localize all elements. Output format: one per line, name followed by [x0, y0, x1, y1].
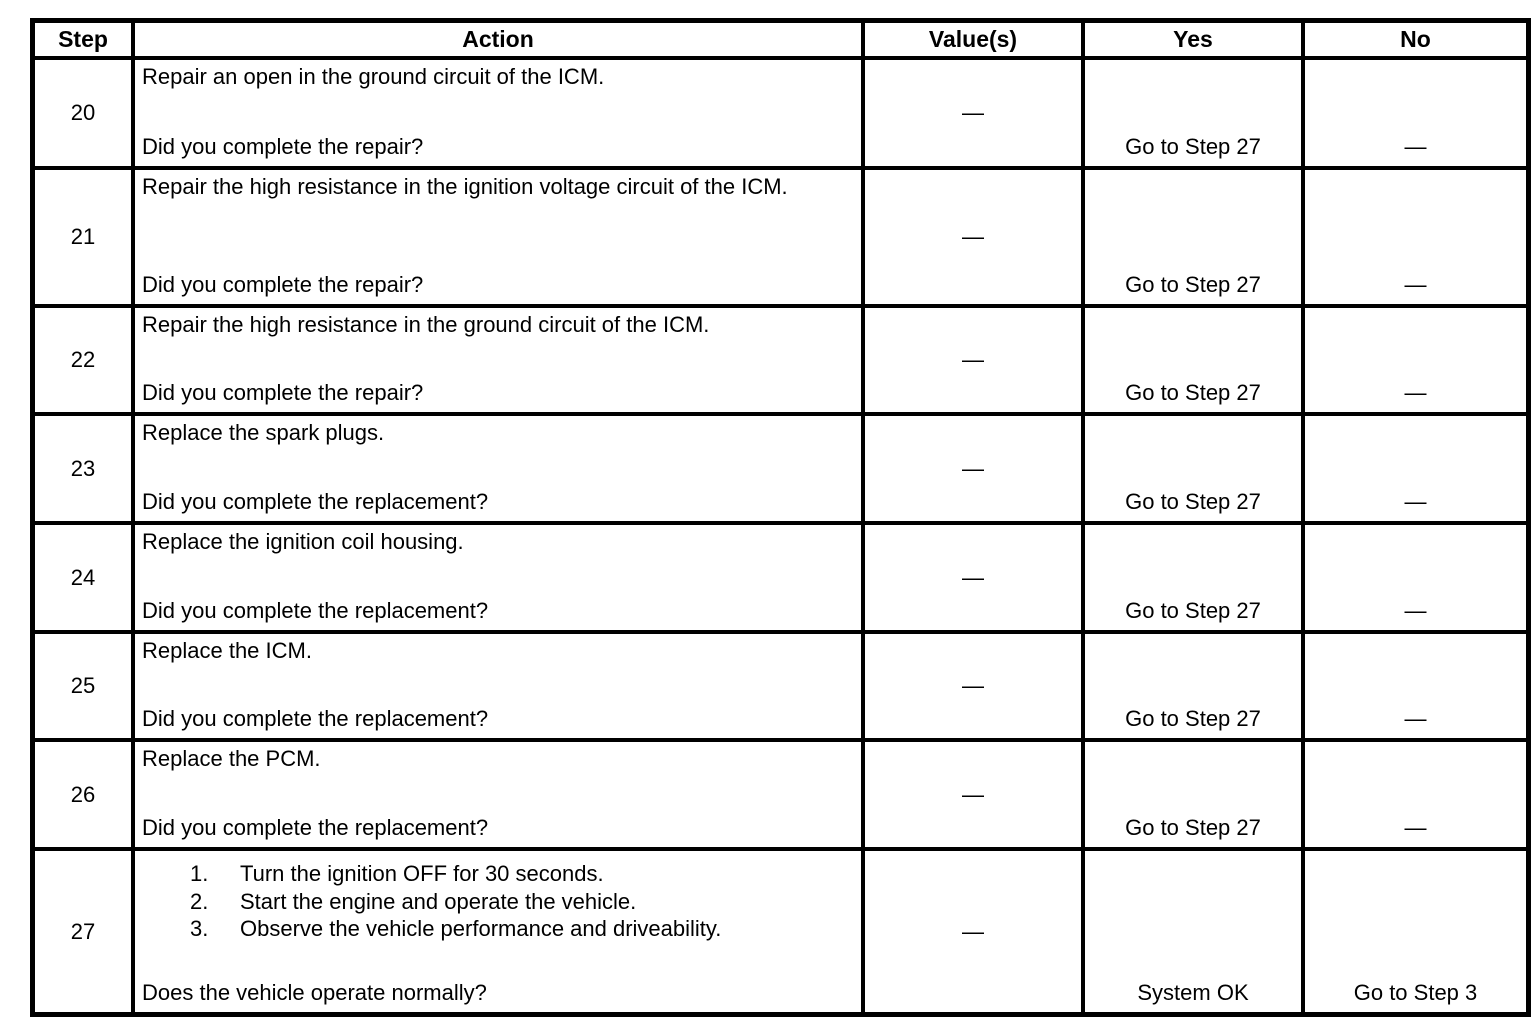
no-cell: — — [1305, 416, 1526, 521]
header-action: Action — [135, 23, 861, 56]
action-question: Did you complete the replacement? — [142, 597, 489, 623]
action-cell — [135, 308, 861, 412]
action-question: Did you complete the repair? — [142, 379, 424, 405]
value-cell: — — [865, 851, 1081, 1012]
step-cell: 22 — [35, 308, 131, 412]
step-cell: 24 — [35, 525, 131, 630]
header-values: Value(s) — [865, 23, 1081, 56]
action-cell — [135, 851, 861, 1012]
no-cell: — — [1305, 170, 1526, 304]
header-yes: Yes — [1085, 23, 1301, 56]
header-no: No — [1305, 23, 1526, 56]
action-instruction: Repair the high resistance in the ground circuit of the ICM. — [142, 312, 710, 337]
action-cell — [135, 634, 861, 738]
step-cell: 25 — [35, 634, 131, 738]
action-instruction: Repair an open in the ground circuit of the ICM. — [142, 64, 605, 89]
action-cell — [135, 525, 861, 630]
no-cell: — — [1305, 634, 1526, 738]
yes-cell: Go to Step 27 — [1085, 742, 1301, 847]
header-step: Step — [35, 23, 131, 56]
value-cell: — — [865, 308, 1081, 412]
yes-cell: Go to Step 27 — [1085, 170, 1301, 304]
step-cell: 27 — [35, 851, 131, 1012]
value-cell: — — [865, 416, 1081, 521]
action-cell — [135, 416, 861, 521]
yes-cell: Go to Step 27 — [1085, 308, 1301, 412]
action-instruction: Replace the ignition coil housing. — [142, 529, 464, 554]
yes-cell: Go to Step 27 — [1085, 525, 1301, 630]
step-cell: 23 — [35, 416, 131, 521]
list-item-number: 2. — [190, 888, 209, 914]
yes-cell: System OK — [1085, 851, 1301, 1012]
action-cell — [135, 170, 861, 304]
action-numbered-list — [142, 854, 851, 943]
value-cell: — — [865, 742, 1081, 847]
action-question: Does the vehicle operate normally? — [142, 979, 487, 1005]
no-cell: — — [1305, 742, 1526, 847]
list-item-text: Observe the vehicle performance and driveability. — [240, 916, 722, 941]
yes-cell: Go to Step 27 — [1085, 416, 1301, 521]
list-item-text: Turn the ignition OFF for 30 seconds. — [240, 861, 604, 886]
list-item-number: 3. — [190, 916, 209, 941]
action-question: Did you complete the replacement? — [142, 705, 489, 731]
step-cell: 26 — [35, 742, 131, 847]
list-item-number: 1. — [190, 861, 209, 886]
no-cell: Go to Step 3 — [1305, 851, 1526, 1012]
list-item — [142, 860, 851, 888]
value-cell: — — [865, 525, 1081, 630]
action-instruction: Repair the high resistance in the ignition voltage circuit of the ICM. — [142, 174, 788, 199]
list-item — [142, 888, 851, 916]
value-cell: — — [865, 634, 1081, 738]
action-question: Did you complete the replacement? — [142, 814, 489, 840]
list-item — [142, 915, 851, 943]
list-item-text: Start the engine and operate the vehicle. — [240, 888, 637, 914]
action-instruction: Replace the PCM. — [142, 746, 321, 771]
no-cell: — — [1305, 308, 1526, 412]
yes-cell: Go to Step 27 — [1085, 634, 1301, 738]
yes-cell: Go to Step 27 — [1085, 60, 1301, 166]
no-cell: — — [1305, 60, 1526, 166]
action-question: Did you complete the repair? — [142, 271, 424, 297]
value-cell: — — [865, 60, 1081, 166]
action-instruction: Replace the spark plugs. — [142, 420, 385, 445]
value-cell: — — [865, 170, 1081, 304]
action-question: Did you complete the repair? — [142, 133, 424, 159]
diagnostic-table — [30, 18, 1531, 1017]
step-cell: 20 — [35, 60, 131, 166]
action-cell — [135, 742, 861, 847]
step-cell: 21 — [35, 170, 131, 304]
action-question: Did you complete the replacement? — [142, 488, 489, 514]
action-instruction: Replace the ICM. — [142, 638, 312, 663]
action-cell — [135, 60, 861, 166]
no-cell: — — [1305, 525, 1526, 630]
